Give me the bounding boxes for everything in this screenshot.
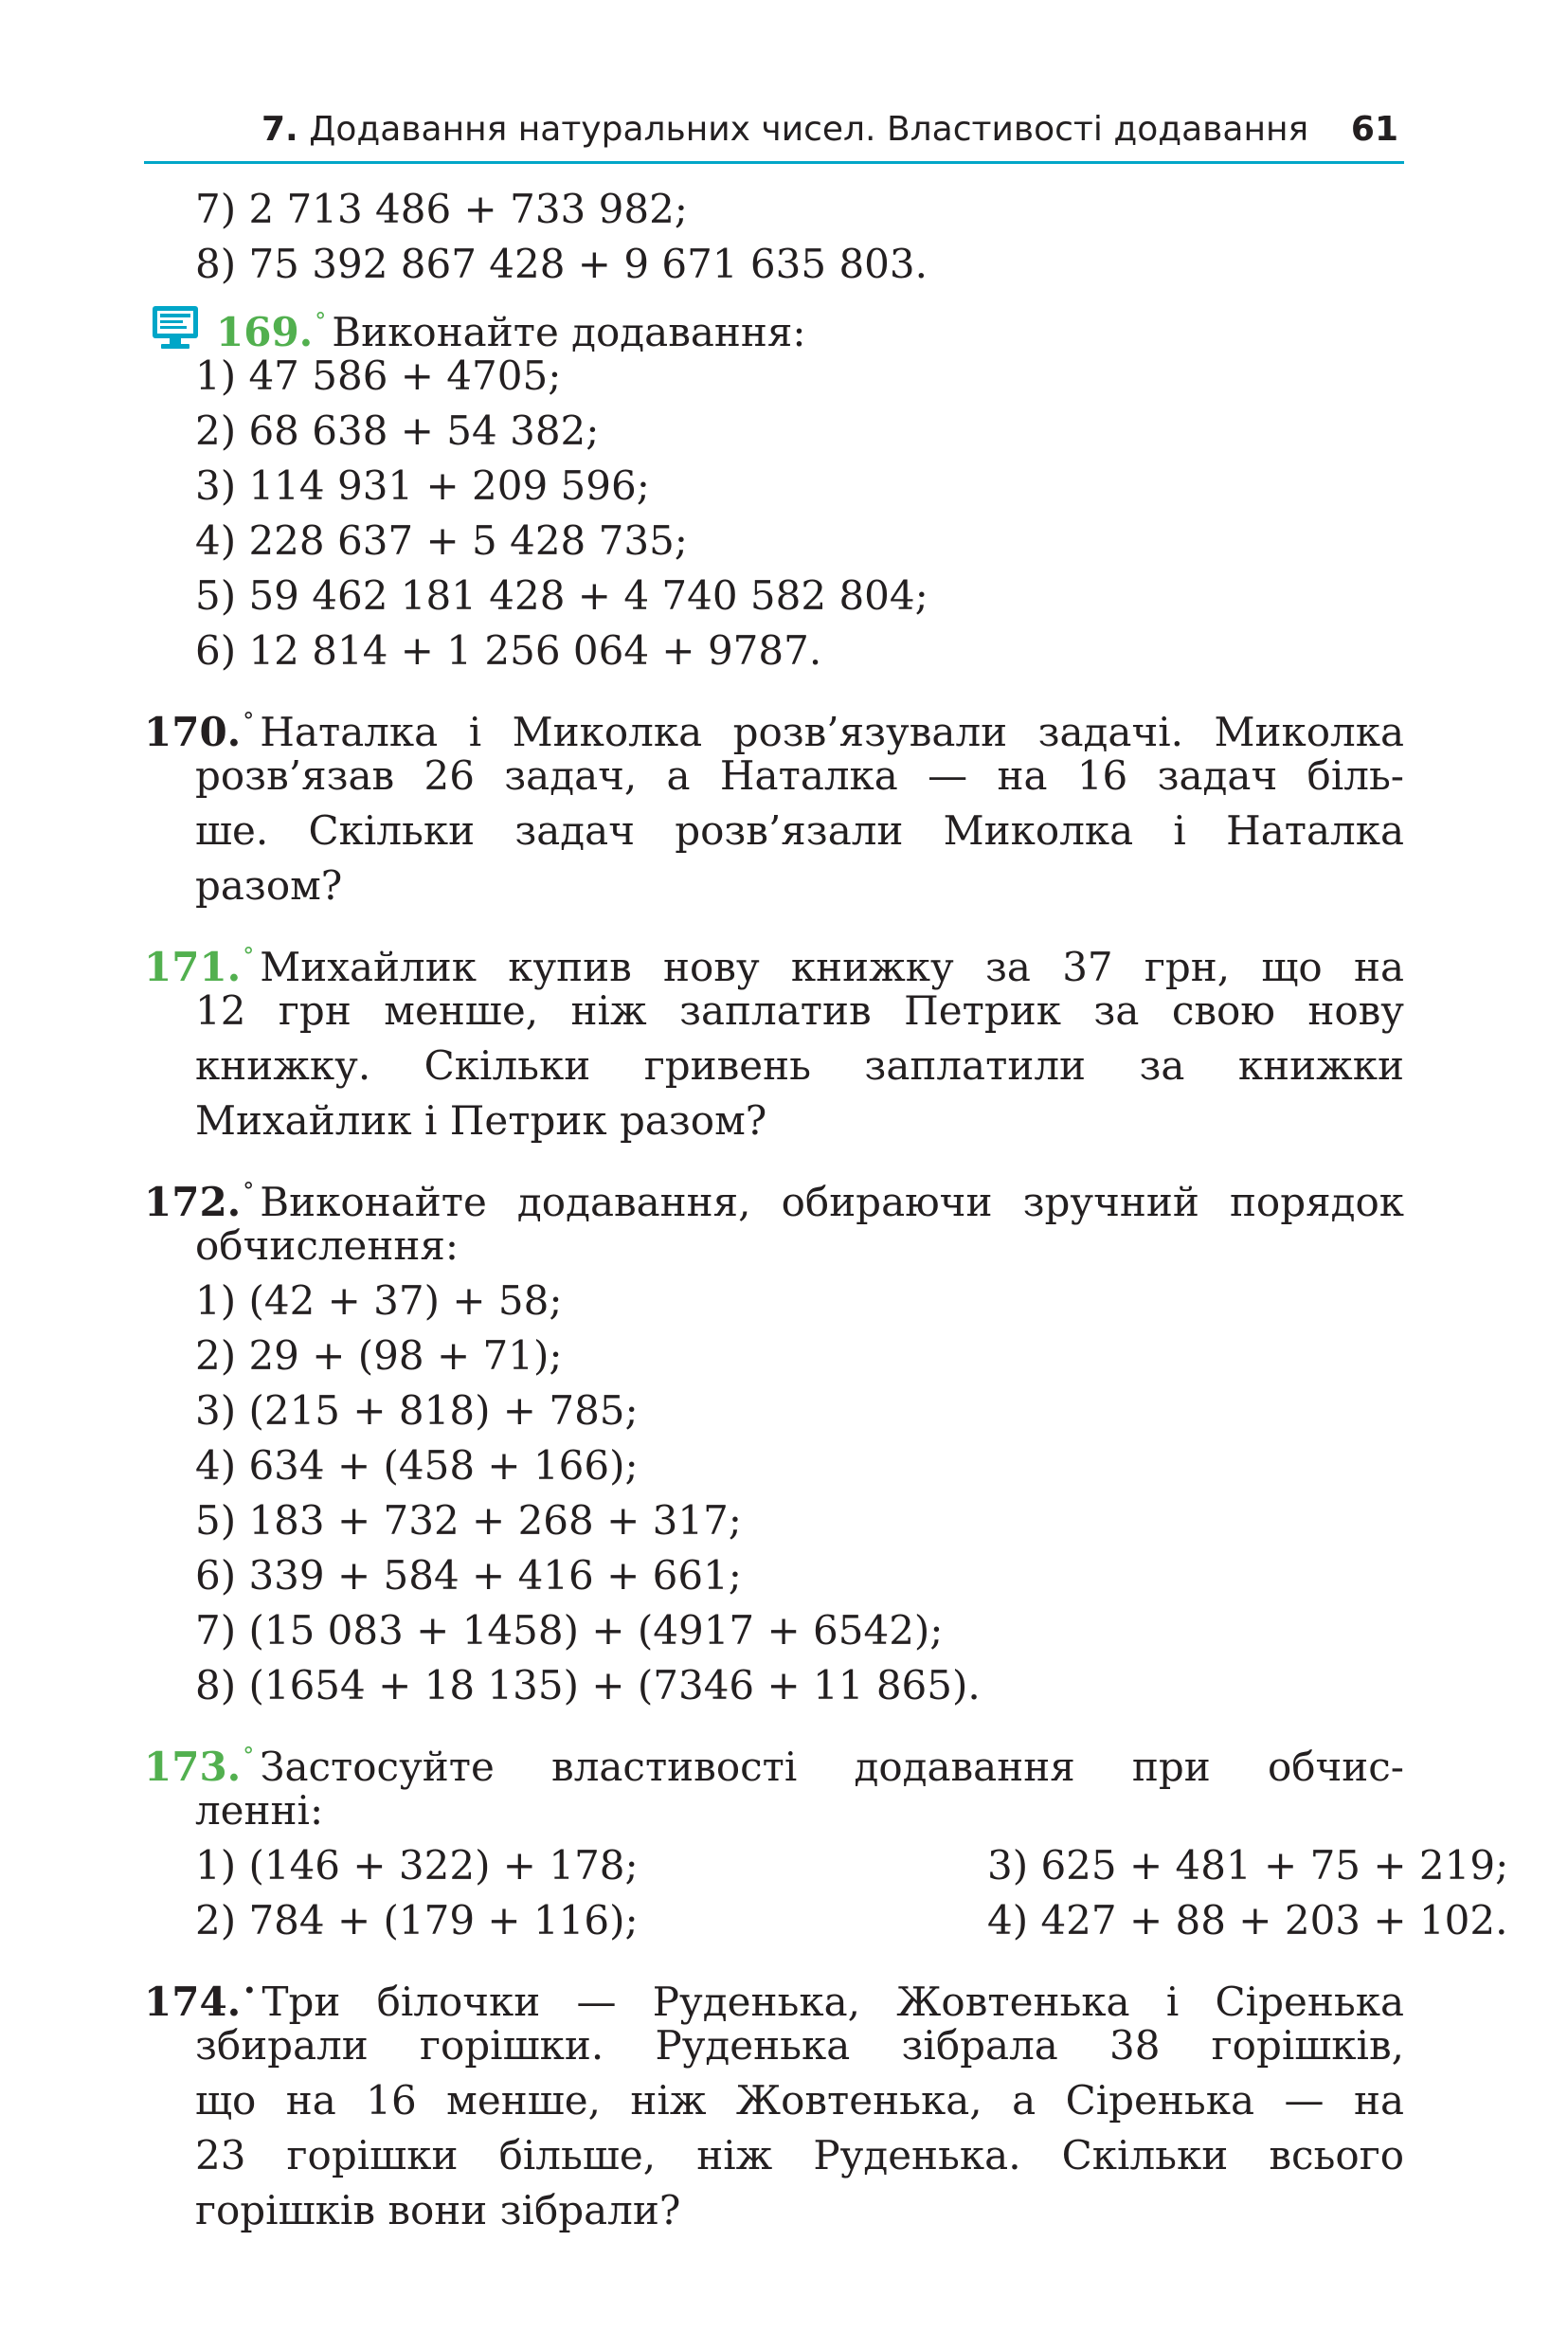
problem-number: 171. [144,944,242,990]
problem-text-line: 23 горішки більше, ніж Руденька. Скільки всього [195,2132,1404,2178]
computer-icon [150,301,201,352]
problem-text-line: ленні: [195,1787,324,1834]
problem-number: 169. [216,309,314,355]
difficulty-marker: ° [243,708,255,734]
list-item: 2) 68 638 + 54 382; [195,407,600,454]
list-row [195,1893,1508,1948]
section-number: 7. [261,110,298,149]
difficulty-marker: ° [243,1743,255,1769]
page-number: 61 [1350,110,1398,149]
problem-text-line: розв’язав 26 задач, а Наталка — на 16 задач біль- [195,752,1404,799]
list-item: 7) 2 713 486 + 733 982; [195,186,688,232]
difficulty-marker: • [243,1978,257,2004]
problem-text-line: збирали горішки. Руденька зібрала 38 горішків, [195,2022,1404,2069]
difficulty-marker: ° [243,1178,255,1204]
difficulty-marker: ° [243,943,255,969]
problem-number: 174. [144,1979,242,2025]
problem-text-line: обчислення: [195,1222,460,1269]
problem-text: Три білочки — Руденька, Жовтенька і Сіренька [261,1979,1404,2025]
list-item: 3) 625 + 481 + 75 + 219; [987,1842,1509,1889]
problem-number: 173. [144,1744,242,1790]
problem-number: 172. [144,1179,242,1225]
running-header [144,106,1404,164]
problem-number: 170. [144,709,242,755]
list-row [195,1838,1509,1893]
list-item: 2) 29 + (98 + 71); [195,1332,563,1379]
difficulty-marker: ° [315,308,327,334]
problem-text: Виконайте додавання: [332,309,806,355]
list-item: 1) 47 586 + 4705; [195,352,562,399]
list-item: 4) 634 + (458 + 166); [195,1442,639,1489]
problem-text-line: що на 16 менше, ніж Жовтенька, а Сіренька — на [195,2077,1404,2124]
list-item: 1) (42 + 37) + 58; [195,1277,563,1324]
list-item: 2) 784 + (179 + 116); [195,1897,639,1943]
problem-text: Застосуйте властивості додавання при обчис- [260,1744,1404,1790]
list-item: 7) (15 083 + 1458) + (4917 + 6542); [195,1607,944,1654]
list-item: 8) 75 392 867 428 + 9 671 635 803. [195,241,928,287]
problem-text-line: разом? [195,862,343,909]
header-title [261,106,1308,154]
problem-text: Наталка і Миколка розв’язували задачі. Миколка [260,709,1404,755]
problem-text: Виконайте додавання, обираючи зручний порядок [260,1179,1404,1225]
list-item: 3) (215 + 818) + 785; [195,1387,639,1434]
problem-text-line: Михайлик і Петрик разом? [195,1097,767,1144]
problem-text-line: горішків вони зібрали? [195,2187,681,2233]
list-item: 5) 59 462 181 428 + 4 740 582 804; [195,572,928,619]
problem-text-line: ше. Скільки задач розв’язали Миколка і Наталка [195,807,1404,854]
list-item: 6) 339 + 584 + 416 + 661; [195,1552,742,1599]
list-item: 1) (146 + 322) + 178; [195,1842,639,1889]
list-item: 4) 427 + 88 + 203 + 102. [987,1897,1508,1943]
list-item: 3) 114 931 + 209 596; [195,462,650,509]
problem-text-line: книжку. Скільки гривень заплатили за книжки [195,1042,1404,1089]
section-title: Додавання натуральних чисел. Властивості додавання [309,110,1309,149]
problem-text: Михайлик купив нову книжку за 37 грн, що на [260,944,1404,990]
list-item: 8) (1654 + 18 135) + (7346 + 11 865). [195,1662,981,1708]
list-item: 4) 228 637 + 5 428 735; [195,517,688,564]
problem-text-line: 12 грн менше, ніж заплатив Петрик за свою нову [195,987,1404,1034]
list-item: 5) 183 + 732 + 268 + 317; [195,1497,742,1544]
list-item: 6) 12 814 + 1 256 064 + 9787. [195,627,822,674]
